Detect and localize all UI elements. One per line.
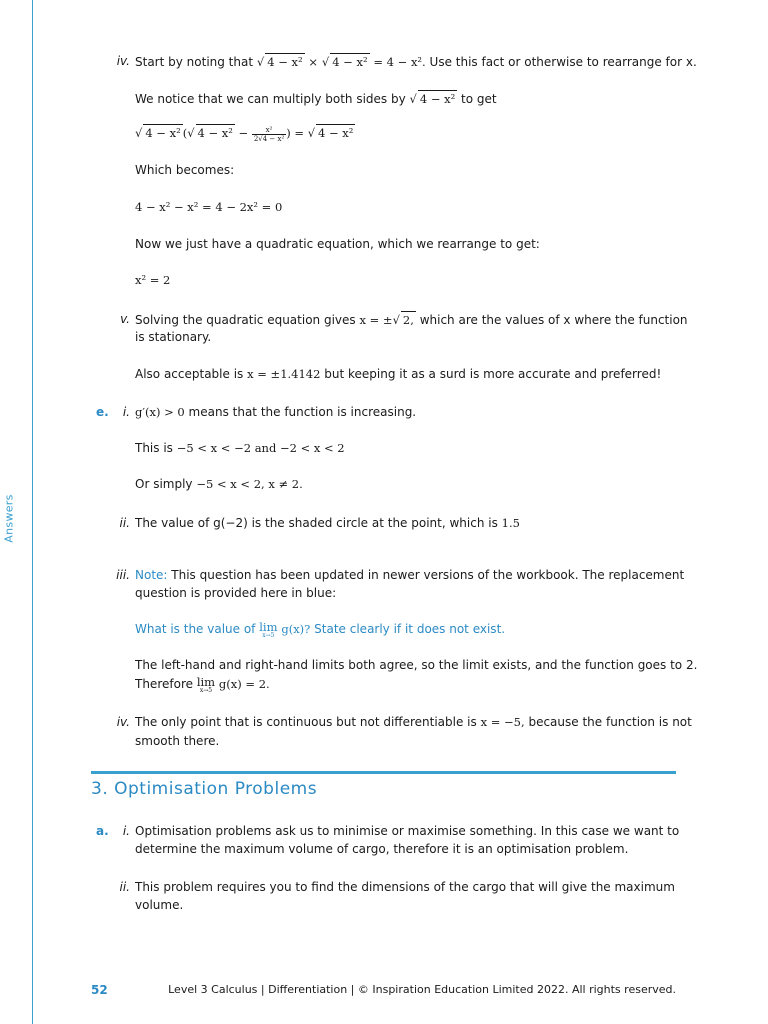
text: which are the values of x where the function <box>419 313 688 327</box>
minus: − <box>238 126 249 140</box>
item-numeral: iii. <box>116 568 130 582</box>
text: State clearly if it does not exist. <box>314 622 506 636</box>
numerator: x² <box>252 126 286 135</box>
sqrt-arg: 2, <box>402 313 414 327</box>
e-i-line <box>135 404 416 420</box>
item-numeral: ii. <box>119 516 130 530</box>
iv-equation-2: 4 − x² − x² = 4 − 2x² = 0 <box>135 200 283 214</box>
limit-therefore <box>135 676 270 694</box>
text: Therefore <box>135 677 193 691</box>
sqrt-arg: 4 − x² <box>267 55 303 69</box>
iv-line-2: We notice that we can multiply both sides by √ 4 − x² to get <box>135 92 497 106</box>
value: 1.5 <box>501 516 520 530</box>
lim-word: lim <box>196 675 216 689</box>
sqrt-arg: 4 − x² <box>419 92 456 106</box>
iv-becomes: Which becomes: <box>135 163 235 177</box>
text: We notice that we can multiply both sides by <box>135 92 406 106</box>
item-numeral: ii. <box>119 880 130 894</box>
e-iii-line-2: question is provided here in blue: <box>135 586 337 600</box>
replacement-question <box>135 621 505 639</box>
v-line-1: Solving the quadratic equation gives x = ±√ 2, which are the values of x where the function <box>135 313 688 327</box>
fraction <box>252 126 286 143</box>
text: Solving the quadratic equation gives <box>135 313 356 327</box>
equation: −5 < x < −2 and −2 < x < 2 <box>176 441 345 455</box>
limit <box>197 676 215 694</box>
text: means that the function is increasing. <box>188 405 417 419</box>
sqrt-arg: 4 − x² <box>332 55 368 69</box>
iv-equation-1: √ 4 − x² (√ 4 − x² − $\frac{\text{x²}}{\text{2√4 − x²}}$ ) = √ 4 − x² <box>135 125 354 143</box>
e-range-2 <box>135 476 303 492</box>
text: Start by noting that <box>135 55 254 69</box>
footer-text: Level 3 Calculus | Differentiation | © Inspiration Education Limited 2022. All rights reserved. <box>168 983 676 996</box>
equation: −5 < x < 2, x ≠ 2. <box>196 477 303 491</box>
lim-sub: x→5 <box>199 687 213 694</box>
text: The only point that is continuous but not differentiable is <box>135 715 477 729</box>
equation: g(x) = 2. <box>218 677 270 691</box>
opt-ii-line-2: volume. <box>135 898 184 912</box>
iv-quadratic-text: Now we just have a quadratic equation, which we rearrange to get: <box>135 237 540 251</box>
section-rule <box>91 771 676 774</box>
v-line-2: is stationary. <box>135 330 212 344</box>
equation: x = −5, <box>480 715 525 729</box>
v-also <box>135 366 661 382</box>
text: Or simply <box>135 477 193 491</box>
opt-ii-line-1: This problem requires you to find the dimensions of the cargo that will give the maximum <box>135 880 675 894</box>
item-numeral: i. <box>122 405 130 419</box>
sqrt-arg: 4 − x² <box>318 126 354 140</box>
denominator: 2√4 − x² <box>253 134 285 143</box>
text: because the function is not <box>528 715 692 729</box>
equation: g′(x) > 0 <box>135 405 185 419</box>
text: Also acceptable is <box>135 367 244 381</box>
e-iii-line-1 <box>135 567 684 583</box>
side-label: Answers <box>2 494 16 543</box>
text: to get <box>461 92 497 106</box>
lim-word: lim <box>259 620 278 634</box>
lim-sub: x→5 <box>262 632 275 639</box>
iv-line-1: Start by noting that √ 4 − x² × √ 4 − x² = 4 − x². Use this fact or otherwise to rearrange for x. <box>135 55 697 69</box>
paren: ) = <box>286 126 305 140</box>
page-number: 52 <box>91 983 108 997</box>
limit-explanation: The left-hand and right-hand limits both agree, so the limit exists, and the function goes to 2. <box>135 658 698 672</box>
text: Use this fact or otherwise to rearrange for x. <box>429 55 697 69</box>
item-numeral: iv. <box>116 54 130 68</box>
limit <box>259 621 277 639</box>
text: This is <box>135 441 173 455</box>
part-letter: a. <box>96 824 109 838</box>
equation: g(x)? <box>281 622 311 636</box>
e-range-1 <box>135 440 345 456</box>
times: × <box>308 55 319 69</box>
text: but keeping it as a surd is more accurate and preferred! <box>324 367 662 381</box>
section-title: 3. Optimisation Problems <box>91 779 318 799</box>
iv-equation-3: x² = 2 <box>135 273 171 287</box>
note-label: Note: <box>135 568 168 582</box>
item-numeral: v. <box>120 312 130 326</box>
item-numeral: iv. <box>116 715 130 729</box>
e-ii-line <box>135 515 520 531</box>
item-numeral: i. <box>122 824 130 838</box>
e-iv-line-2: smooth there. <box>135 734 220 748</box>
opt-i-line-2: determine the maximum volume of cargo, therefore it is an optimisation problem. <box>135 842 629 856</box>
equation: = 4 − x². <box>373 55 426 69</box>
text: The value of g(−2) is the shaded circle at the point, which is <box>135 516 498 530</box>
e-iv-line-1 <box>135 714 692 730</box>
equation: x = ± <box>359 313 393 327</box>
margin-rule <box>32 0 33 1024</box>
opt-i-line-1: Optimisation problems ask us to minimise or maximise something. In this case we want to <box>135 824 680 838</box>
equation: x = ±1.4142 <box>247 367 321 381</box>
part-letter: e. <box>96 405 109 419</box>
paren: ( <box>182 126 188 140</box>
text: What is the value of <box>135 622 256 636</box>
sqrt-arg: 4 − x² <box>145 126 181 140</box>
text: This question has been updated in newer versions of the workbook. The replacement <box>171 568 685 582</box>
sqrt-arg: 4 − x² <box>197 126 233 140</box>
